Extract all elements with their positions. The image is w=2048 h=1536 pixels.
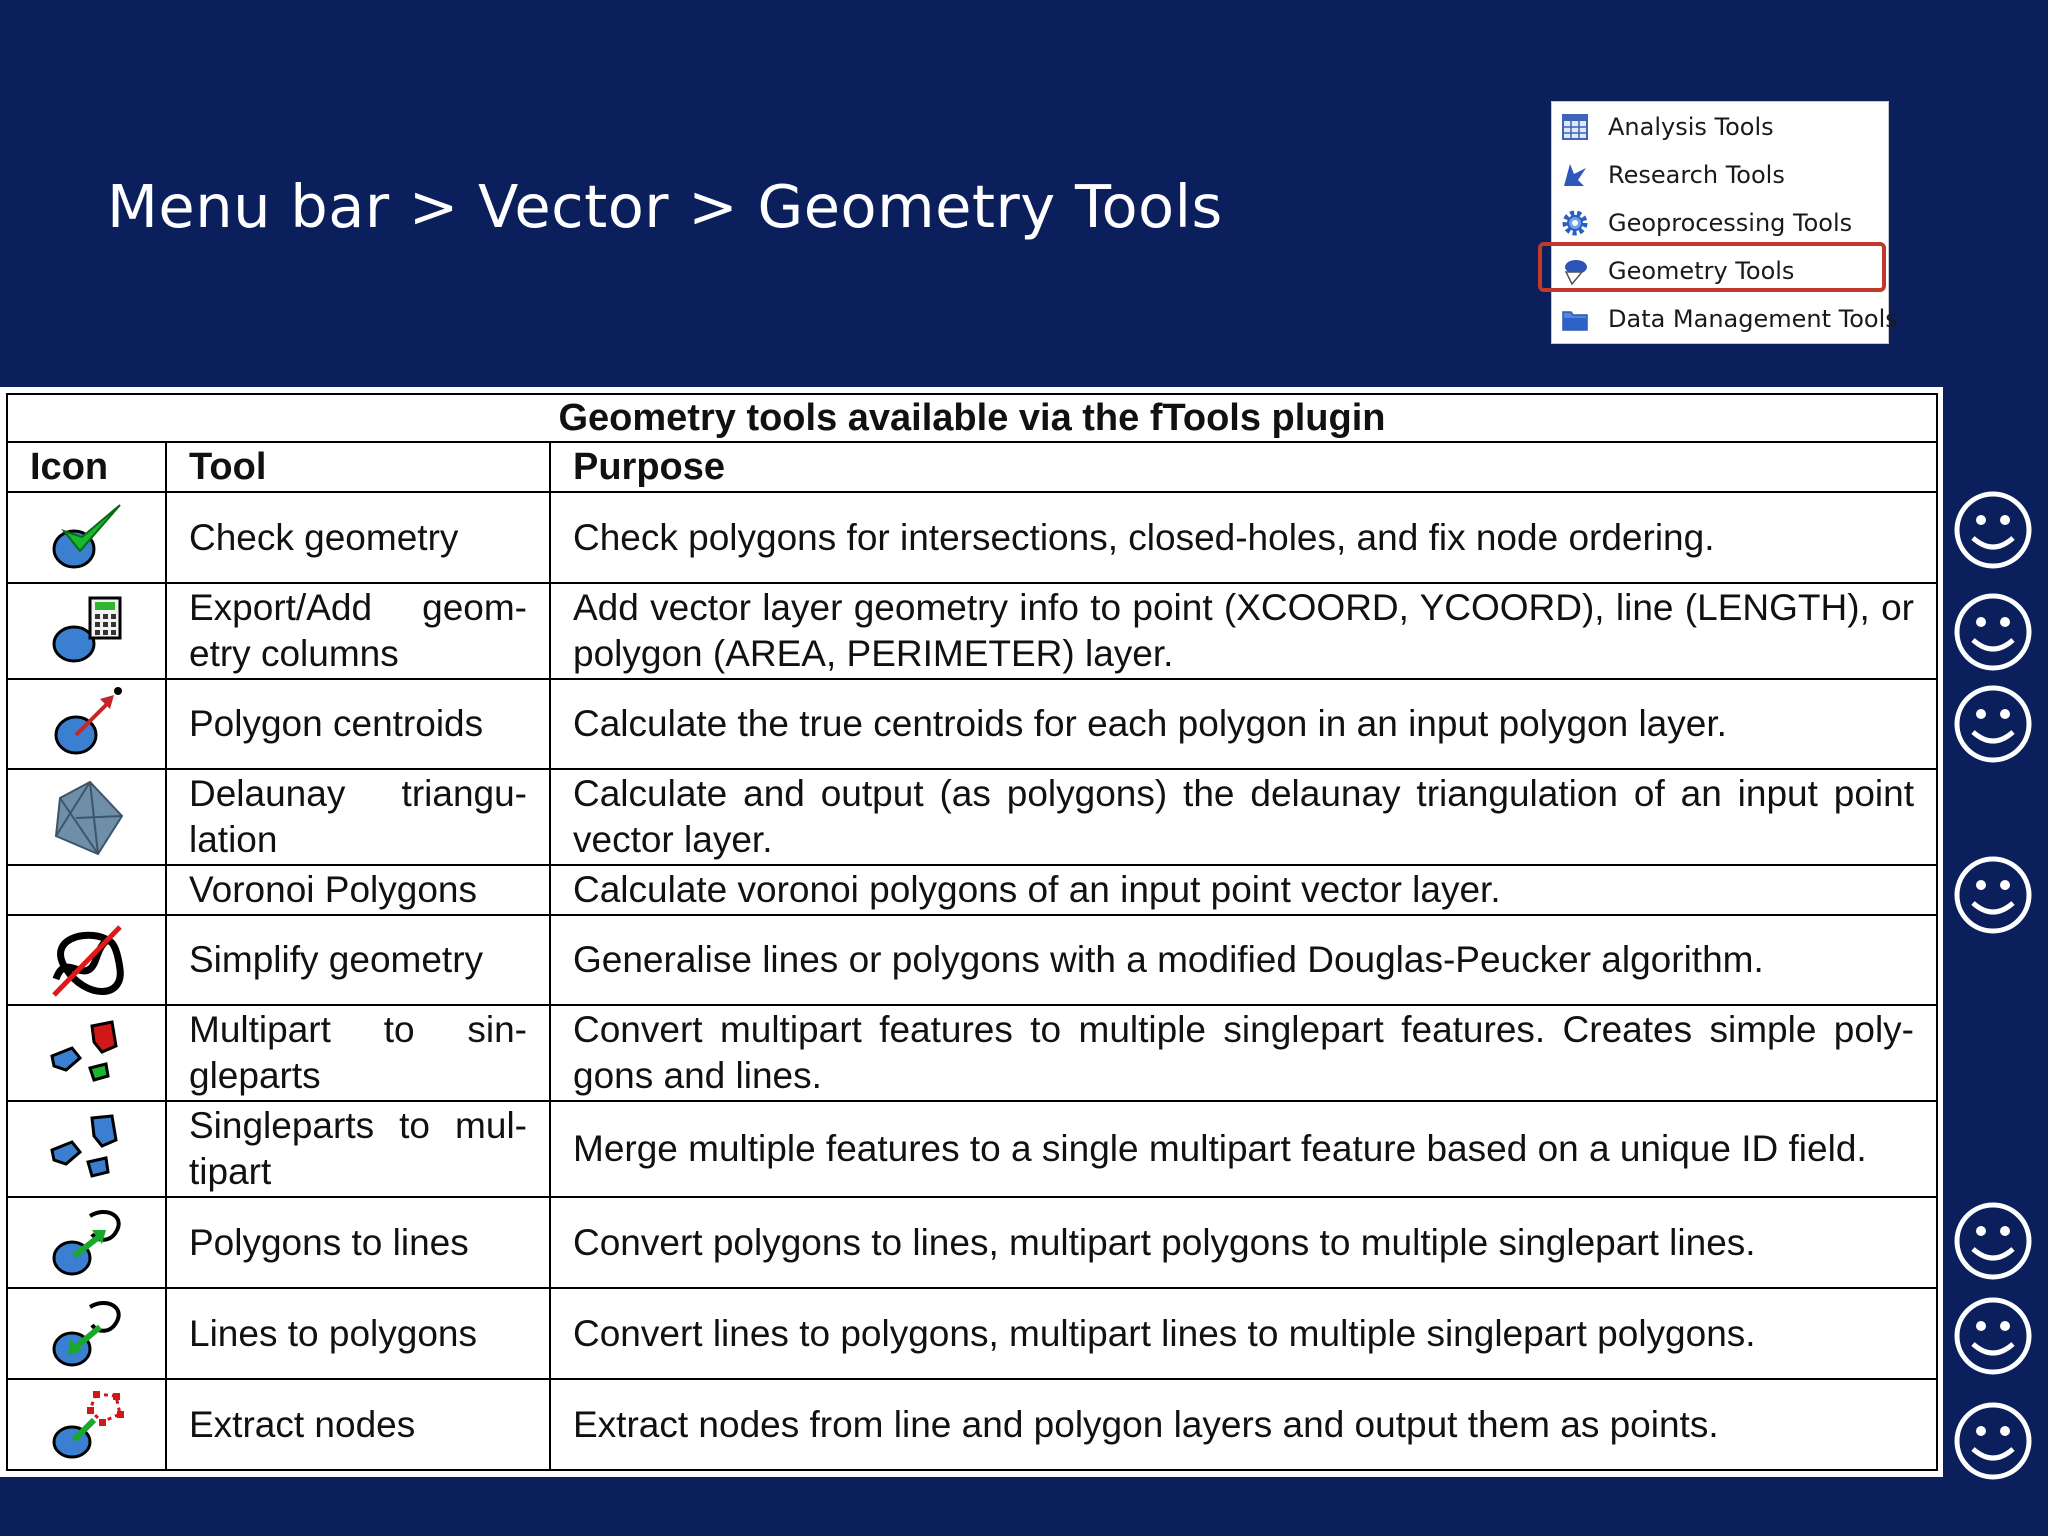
menu-item-data-management-tools[interactable]	[1552, 296, 1898, 342]
geoprocessing-tools-icon	[1560, 208, 1590, 238]
tool-purpose: Add vector layer geometry info to point (XCOORD, YCOORD), line (LENGTH), or polygon (AREA, PERIMETER) layer.	[550, 583, 1937, 679]
smiley-face-icon	[1953, 1296, 2033, 1376]
icon-cell	[7, 1197, 166, 1288]
vector-menu	[1551, 101, 1898, 344]
table-caption-row	[7, 394, 1937, 442]
smiley-face-icon	[1953, 855, 2033, 935]
tool-purpose: Convert multipart features to multiple singlepart features. Creates simple poly-gons and lines.	[550, 1005, 1937, 1101]
analysis-tools-icon	[1560, 112, 1590, 142]
table-row	[7, 492, 1937, 583]
slide-title: Menu bar > Vector > Geometry Tools	[107, 172, 1223, 241]
table-row	[7, 583, 1937, 679]
tool-name: Extract nodes	[166, 1379, 550, 1470]
table-row	[7, 769, 1937, 865]
column-header-icon: Icon	[7, 442, 166, 492]
icon-cell	[7, 1379, 166, 1470]
smiley-face-icon	[1953, 1201, 2033, 1281]
tool-purpose: Check polygons for intersections, closed-holes, and fix node ordering.	[550, 492, 1937, 583]
tool-purpose: Merge multiple features to a single multipart feature based on a unique ID field.	[550, 1101, 1937, 1197]
smiley-face-icon	[1953, 592, 2033, 672]
table-row	[7, 1379, 1937, 1470]
table-row	[7, 1005, 1937, 1101]
icon-cell	[7, 769, 166, 865]
icon-cell	[7, 865, 166, 915]
menu-item-research-tools[interactable]	[1552, 152, 1888, 198]
tool-purpose: Generalise lines or polygons with a modified Douglas-Peucker algorithm.	[550, 915, 1937, 1005]
table-row	[7, 679, 1937, 769]
multipart-to-singleparts-icon	[46, 1012, 128, 1094]
check-geometry-icon	[46, 497, 128, 579]
tool-purpose: Convert polygons to lines, multipart polygons to multiple singlepart lines.	[550, 1197, 1937, 1288]
menu-item-label: Geometry Tools	[1608, 257, 1795, 285]
menu-item-label: Geoprocessing Tools	[1608, 209, 1853, 237]
menu-highlight-box	[1538, 242, 1886, 292]
smiley-face-icon	[1953, 490, 2033, 570]
icon-cell	[7, 1005, 166, 1101]
extract-nodes-icon	[46, 1384, 128, 1466]
icon-cell	[7, 915, 166, 1005]
research-tools-icon	[1560, 160, 1590, 190]
menu-item-label: Analysis Tools	[1608, 113, 1774, 141]
menu-item-geoprocessing-tools[interactable]	[1552, 200, 1888, 246]
icon-cell	[7, 679, 166, 769]
tool-name: Delaunay triangu-lation	[166, 769, 550, 865]
data-management-tools-icon	[1560, 304, 1590, 334]
smiley-face-icon	[1953, 1401, 2033, 1481]
icon-cell	[7, 1288, 166, 1379]
tool-name: Polygon centroids	[166, 679, 550, 769]
lines-to-polygons-icon	[46, 1293, 128, 1375]
tool-name: Simplify geometry	[166, 915, 550, 1005]
table-row	[7, 1101, 1937, 1197]
table-row	[7, 915, 1937, 1005]
smiley-face-icon	[1953, 684, 2033, 764]
tool-purpose: Calculate voronoi polygons of an input point vector layer.	[550, 865, 1937, 915]
tool-purpose: Calculate the true centroids for each polygon in an input polygon layer.	[550, 679, 1937, 769]
tool-name: Export/Add geom-etry columns	[166, 583, 550, 679]
icon-cell	[7, 492, 166, 583]
tool-purpose: Convert lines to polygons, multipart lines to multiple singlepart polygons.	[550, 1288, 1937, 1379]
delaunay-triangulation-icon	[46, 776, 128, 858]
geometry-tools-table	[6, 393, 1938, 1471]
tool-purpose: Extract nodes from line and polygon layers and output them as points.	[550, 1379, 1937, 1470]
table-row	[7, 1288, 1937, 1379]
column-header-purpose: Purpose	[550, 442, 1937, 492]
polygons-to-lines-icon	[46, 1202, 128, 1284]
tool-name: Singleparts to mul-tipart	[166, 1101, 550, 1197]
export-geometry-columns-icon	[46, 590, 128, 672]
tool-name: Lines to polygons	[166, 1288, 550, 1379]
column-header-tool: Tool	[166, 442, 550, 492]
icon-cell	[7, 583, 166, 679]
geometry-tools-table-panel	[0, 387, 1943, 1477]
menu-item-label: Research Tools	[1608, 161, 1785, 189]
tool-name: Multipart to sin-gleparts	[166, 1005, 550, 1101]
menu-item-label: Data Management Tools	[1608, 305, 1898, 333]
table-row	[7, 865, 1937, 915]
table-row	[7, 1197, 1937, 1288]
icon-cell	[7, 1101, 166, 1197]
tool-name: Voronoi Polygons	[166, 865, 550, 915]
table-header-row	[7, 442, 1937, 492]
singleparts-to-multipart-icon	[46, 1108, 128, 1190]
tool-name: Check geometry	[166, 492, 550, 583]
tool-purpose: Calculate and output (as polygons) the delaunay triangulation of an input point vector layer.	[550, 769, 1937, 865]
menu-item-analysis-tools[interactable]	[1552, 104, 1888, 150]
table-caption: Geometry tools available via the fTools plugin	[7, 394, 1937, 442]
simplify-geometry-icon	[46, 919, 128, 1001]
tool-name: Polygons to lines	[166, 1197, 550, 1288]
polygon-centroids-icon	[46, 683, 128, 765]
